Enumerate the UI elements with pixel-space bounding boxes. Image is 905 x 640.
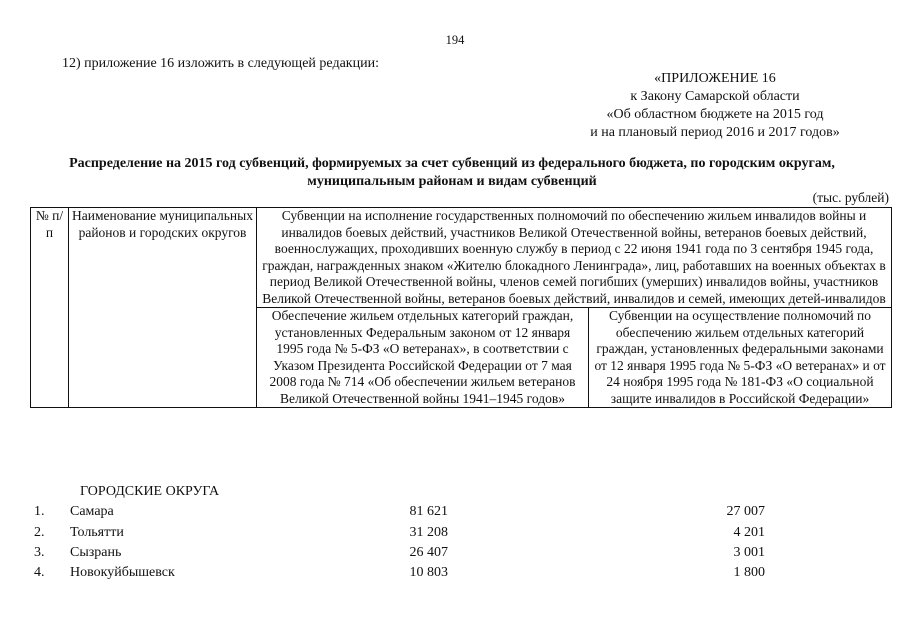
row-name: Новокуйбышевск bbox=[70, 565, 175, 580]
header-number: № п/п bbox=[31, 208, 69, 408]
page-number: 194 bbox=[445, 33, 465, 47]
row-value-a: 81 621 bbox=[409, 504, 448, 519]
table-row bbox=[0, 504, 905, 524]
appendix-line-2: к Закону Самарской области bbox=[630, 89, 800, 104]
row-name: Самара bbox=[70, 504, 114, 519]
title-line-1: Распределение на 2015 год субвенций, формируемых за счет субвенций из федерального бюджета, по городским округам, bbox=[69, 156, 835, 171]
title-line-2: муниципальным районам и видам субвенций bbox=[307, 174, 597, 189]
header-housing-veterans: Обеспечение жильем отдельных категорий граждан, установленных Федеральным законом от 12 января 1995 года № 5-ФЗ «О ветеранах», в соответствии с Указом Президента Российской Федерации от 7 мая 2008 года № 714 «Об обеспечении жильем ветеранов Великой Отечественной войны 1941–1945 годов» bbox=[257, 308, 589, 408]
intro-text: 12) приложение 16 изложить в следующей редакции: bbox=[62, 56, 379, 71]
appendix-line-3: «Об областном бюджете на 2015 год bbox=[606, 107, 824, 122]
table-row bbox=[0, 545, 905, 565]
row-name: Тольятти bbox=[70, 525, 124, 540]
row-number: 1. bbox=[34, 504, 45, 519]
appendix-line-1: «ПРИЛОЖЕНИЕ 16 bbox=[654, 71, 776, 86]
row-value-b: 27 007 bbox=[726, 504, 765, 519]
row-value-a: 10 803 bbox=[409, 565, 448, 580]
row-number: 4. bbox=[34, 565, 45, 580]
subsidies-table bbox=[30, 207, 892, 408]
table-row bbox=[0, 525, 905, 545]
row-value-b: 1 800 bbox=[733, 565, 765, 580]
row-number: 2. bbox=[34, 525, 45, 540]
table-row bbox=[0, 565, 905, 585]
header-name: Наименование муниципальных районов и городских округов bbox=[69, 208, 257, 408]
section-label: ГОРОДСКИЕ ОКРУГА bbox=[80, 484, 220, 499]
header-group: Субвенции на исполнение государственных полномочий по обеспечению жильем инвалидов войны и инвалидов боевых действий, участников Великой Отечественной войны, ветеранов боевых действий, военнослужащих, проходивших военную службу в период с 22 июня 1941 года по 3 сентября 1945 года, граждан, награжденных знаком «Жителю блокадного Ленинграда», лиц, работавших на военных объектах в период Великой Отечественной войны, членов семей погибших (умерших) инвалидов войны, участников Великой Отечественной войны, ветеранов боевых действий, инвалидов и семей, имеющих детей-инвалидов bbox=[257, 208, 892, 308]
document-title bbox=[18, 155, 886, 191]
appendix-header bbox=[560, 70, 870, 142]
header-housing-powers: Субвенции на осуществление полномочий по обеспечению жильем отдельных категорий граждан, установленных федеральными законами от 12 января 1995 года № 5-ФЗ «О ветеранах» и от 24 ноября 1995 года № 181-ФЗ «О социальной защите инвалидов в Российской Федерации» bbox=[589, 308, 892, 408]
row-value-a: 26 407 bbox=[409, 545, 448, 560]
row-number: 3. bbox=[34, 545, 45, 560]
row-value-b: 4 201 bbox=[733, 525, 765, 540]
appendix-line-4: и на плановый период 2016 и 2017 годов» bbox=[590, 125, 840, 140]
row-name: Сызрань bbox=[70, 545, 122, 560]
row-value-a: 31 208 bbox=[409, 525, 448, 540]
row-value-b: 3 001 bbox=[733, 545, 765, 560]
units-label: (тыс. рублей) bbox=[812, 190, 889, 205]
